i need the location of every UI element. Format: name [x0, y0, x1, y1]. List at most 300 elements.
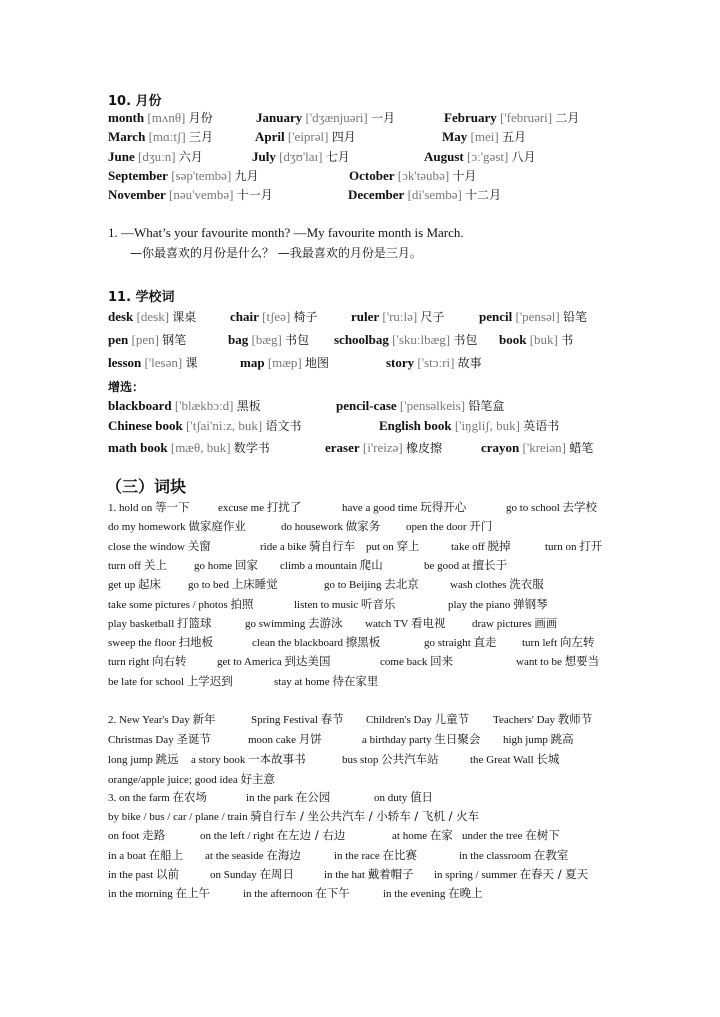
- vocab-entry: [108, 331, 186, 348]
- vocab-entry: [108, 167, 259, 184]
- phrase-en: a birthday party: [362, 734, 435, 746]
- vocab-word: April: [255, 129, 285, 144]
- phrase-zh: 上床睡觉: [231, 577, 278, 592]
- vocab-meaning: 一月: [371, 111, 396, 125]
- vocab-entry: [479, 308, 587, 325]
- phrase-chunk: [362, 730, 480, 748]
- phrase-en: the Great Wall: [470, 754, 537, 766]
- phrase-en: at home: [392, 830, 430, 843]
- vocab-meaning: 六月: [178, 150, 203, 164]
- phrase-chunk: [280, 556, 383, 574]
- phrase-chunk: [374, 788, 433, 806]
- vocab-entry: [108, 109, 213, 126]
- vocab-word: desk: [108, 309, 134, 324]
- phrase-en: turn left: [522, 637, 560, 650]
- phrase-zh: 脱掉: [487, 538, 511, 553]
- vocab-entry: [108, 354, 197, 371]
- phrase-chunk: [218, 498, 301, 516]
- phrase-en: in spring / summer: [434, 868, 520, 881]
- vocab-meaning: 钢笔: [162, 333, 187, 347]
- phrase-en: go home: [194, 559, 235, 572]
- vocab-meaning: 数学书: [233, 441, 270, 455]
- optional-label: 增选：: [108, 380, 145, 394]
- vocab-entry: [386, 354, 482, 371]
- phrase-en: take some pictures / photos: [108, 598, 231, 611]
- phrase-chunk: [108, 556, 167, 574]
- phrase-chunk: [108, 807, 479, 825]
- vocab-word: story: [386, 355, 415, 370]
- vocab-ipa: [di'sembə]: [404, 187, 466, 202]
- phrase-zh: 回来: [430, 654, 454, 669]
- vocab-meaning: 九月: [234, 169, 259, 183]
- vocab-ipa: [səp'tembə]: [167, 168, 235, 183]
- phrase-zh: 穿上: [396, 538, 420, 553]
- phrase-chunk: [516, 652, 599, 670]
- vocab-word: month: [108, 110, 145, 125]
- phrase-zh: 在农场: [172, 790, 207, 804]
- phrase-zh: 想要当: [564, 654, 600, 669]
- vocab-ipa: [mæp]: [264, 355, 306, 370]
- vocab-word: map: [240, 355, 265, 370]
- phrase-chunk: [470, 750, 559, 768]
- vocab-word: eraser: [325, 440, 360, 455]
- phrase-zh: 春节: [320, 712, 344, 726]
- phrase-chunk: [462, 826, 560, 844]
- vocab-meaning: 十一月: [236, 188, 273, 202]
- vocab-ipa: ['skuːlbæg]: [388, 332, 454, 347]
- vocab-meaning: 黑板: [236, 399, 261, 413]
- phrase-chunk: [108, 575, 161, 593]
- vocab-ipa: ['iŋgliʃ, buk]: [451, 418, 524, 433]
- months-dialog-en: 1. —What’s your favourite month? —My favourite month is March.: [108, 225, 464, 240]
- phrase-en: turn off: [108, 559, 144, 572]
- months-dialog-zh: —你最喜欢的月份是什么？ —我最喜欢的月份是三月。: [130, 246, 422, 260]
- phrase-chunk: [108, 884, 210, 902]
- vocab-ipa: [tʃeə]: [258, 309, 294, 324]
- phrase-zh: 月饼: [298, 732, 322, 746]
- phrase-en: clean the blackboard: [252, 637, 346, 650]
- vocab-word: February: [444, 110, 497, 125]
- phrase-en: turn right: [108, 656, 152, 669]
- phrase-zh: 长城: [536, 752, 560, 766]
- phrase-zh: 擦黑板: [345, 635, 381, 650]
- phrase-en: on foot: [108, 830, 143, 843]
- vocab-ipa: ['lesən]: [141, 355, 186, 370]
- phrase-en: want to be: [516, 656, 565, 669]
- vocab-word: schoolbag: [334, 332, 389, 347]
- phrase-en: go swimming: [245, 617, 308, 630]
- phrase-en: turn on: [545, 540, 580, 553]
- phrase-zh: 待在家里: [332, 673, 379, 688]
- phrase-chunk: [383, 884, 483, 902]
- phrase-chunk: [434, 865, 588, 883]
- vocab-word: June: [108, 149, 135, 164]
- vocab-ipa: [ɔk'təubə]: [394, 168, 453, 183]
- phrase-chunk: [210, 865, 294, 883]
- phrase-en: get to America: [217, 656, 285, 669]
- vocab-ipa: ['tʃai'niːz, buk]: [182, 418, 266, 433]
- phrase-zh: 一本故事书: [248, 752, 306, 766]
- phrase-zh: 等一下: [155, 500, 190, 514]
- vocab-meaning: 课桌: [172, 310, 197, 324]
- phrase-zh: 跳远: [155, 752, 179, 766]
- phrase-zh: 打扰了: [266, 500, 302, 514]
- phrase-chunk: [334, 846, 417, 864]
- phrase-zh: 洗衣服: [509, 577, 544, 592]
- months-heading: 10. 月份: [108, 94, 162, 109]
- vocab-meaning: 书包: [453, 333, 478, 347]
- phrase-chunk: [108, 846, 183, 864]
- vocab-meaning: 铅笔: [562, 310, 587, 324]
- phrase-en: on duty: [374, 792, 411, 804]
- phrase-chunk: [108, 517, 246, 535]
- phrase-en: at the seaside: [205, 849, 267, 862]
- vocab-ipa: [ɔː'gəst]: [463, 149, 512, 164]
- phrase-chunk: [108, 498, 190, 516]
- phrase-chunk: [380, 652, 453, 670]
- phrase-en: moon cake: [248, 734, 299, 746]
- phrase-en: be good at: [424, 559, 473, 572]
- vocab-ipa: [dʒʊ'laɪ]: [275, 149, 326, 164]
- phrase-zh: 关窗: [187, 538, 211, 553]
- phrase-zh: 关上: [143, 557, 167, 572]
- phrase-zh: 儿童节: [434, 712, 470, 726]
- phrase-en: under the tree: [462, 830, 526, 843]
- phrase-chunk: [108, 595, 254, 613]
- phrase-zh: 新年: [192, 712, 216, 726]
- vocab-ipa: [i'reizə]: [359, 440, 407, 455]
- vocab-word: bag: [228, 332, 249, 347]
- vocab-ipa: ['ruːlə]: [379, 309, 421, 324]
- vocab-meaning: 书包: [285, 333, 310, 347]
- phrase-zh: 到达美国: [284, 654, 331, 669]
- vocab-entry: [442, 128, 526, 145]
- vocab-word: crayon: [481, 440, 520, 455]
- phrase-chunk: [108, 652, 187, 670]
- vocab-ipa: [pen]: [128, 332, 163, 347]
- phrase-chunk: [450, 575, 544, 593]
- phrase-chunk: [506, 498, 597, 516]
- vocab-word: blackboard: [108, 398, 172, 413]
- phrase-chunk: [366, 537, 420, 555]
- vocab-entry: [348, 186, 501, 203]
- phrase-zh: 向左转: [559, 635, 595, 650]
- phrase-en: stay at home: [274, 675, 333, 688]
- phrase-en: a story book: [191, 754, 249, 766]
- phrase-en: 1. hold on: [108, 502, 156, 514]
- phrase-en: in the afternoon: [243, 888, 316, 900]
- phrase-zh: 以前: [155, 866, 179, 881]
- phrase-zh: 玩得开心: [420, 500, 467, 514]
- phrase-chunk: [260, 537, 355, 555]
- vocab-entry: [499, 331, 573, 348]
- phrase-zh: 教师节: [557, 712, 593, 726]
- vocab-word: chair: [230, 309, 259, 324]
- phrase-zh: 跳高: [550, 732, 574, 746]
- vocab-word: March: [108, 129, 146, 144]
- vocab-ipa: [dʒuːn]: [134, 149, 179, 164]
- vocab-entry: [336, 397, 504, 414]
- vocab-entry: [256, 109, 395, 126]
- phrase-chunk: [472, 614, 557, 632]
- vocab-word: January: [256, 110, 303, 125]
- vocab-word: August: [424, 149, 464, 164]
- phrase-en: ride a bike: [260, 540, 310, 553]
- phrase-en: Children's Day: [366, 714, 435, 726]
- phrase-chunk: [545, 537, 602, 555]
- phrase-en: on Sunday: [210, 868, 260, 881]
- phrase-zh: 爬山: [359, 557, 383, 572]
- phrase-chunk: [252, 633, 380, 651]
- phrase-zh: 在下午: [315, 886, 350, 900]
- phrase-chunk: [108, 770, 275, 788]
- vocab-ipa: ['eiprəl]: [284, 129, 332, 144]
- phrase-chunk: [108, 730, 211, 748]
- phrase-en: go to bed: [188, 579, 232, 592]
- vocab-ipa: [desk]: [133, 309, 173, 324]
- phrase-chunk: [366, 710, 469, 728]
- phrase-en: Christmas Day: [108, 734, 177, 746]
- vocab-word: ruler: [351, 309, 380, 324]
- phrase-en: high jump: [503, 734, 551, 746]
- phrase-en: by bike / bus / car / plane / train: [108, 811, 251, 824]
- vocab-word: December: [348, 187, 405, 202]
- phrase-zh: 弹钢琴: [513, 596, 548, 611]
- phrase-zh: 在船上: [148, 847, 184, 862]
- vocab-entry: [325, 439, 442, 456]
- phrase-chunk: [365, 614, 446, 632]
- vocab-meaning: 铅笔盒: [468, 399, 505, 413]
- phrase-en: sweep the floor: [108, 637, 179, 650]
- vocab-meaning: 五月: [501, 130, 526, 144]
- vocab-ipa: [nəu'vembə]: [165, 187, 237, 202]
- phrase-zh: 上学迟到: [186, 673, 233, 688]
- phrase-en: 2. New Year's Day: [108, 714, 193, 726]
- phrase-en: go to school: [506, 502, 563, 514]
- phrase-zh: 值日: [410, 790, 434, 804]
- phrase-en: Spring Festival: [251, 714, 321, 726]
- vocab-word: October: [349, 168, 395, 183]
- vocab-meaning: 蜡笔: [569, 441, 594, 455]
- vocab-meaning: 十月: [452, 169, 477, 183]
- phrase-en: in the morning: [108, 888, 176, 900]
- vocab-entry: [424, 148, 536, 165]
- phrase-chunk: [294, 595, 395, 613]
- phrase-chunk: [406, 517, 492, 535]
- phrase-chunk: [194, 556, 258, 574]
- phrase-en: play basketball: [108, 617, 178, 630]
- phrase-en: listen to music: [294, 598, 361, 611]
- phrase-en: in the classroom: [459, 849, 534, 862]
- phrase-en: close the window: [108, 540, 188, 553]
- phrase-chunk: [108, 710, 215, 728]
- phrase-zh: 骑自行车 / 坐公共汽车 / 小轿车 / 飞机 / 火车: [250, 809, 480, 824]
- phrase-chunk: [217, 652, 331, 670]
- phrase-chunk: [248, 730, 322, 748]
- phrase-chunk: [522, 633, 594, 651]
- phrase-en: go to Beijing: [324, 579, 385, 592]
- phrase-chunk: [493, 710, 592, 728]
- vocab-entry: [351, 308, 445, 325]
- phrase-chunk: [108, 865, 179, 883]
- phrase-chunk: [108, 614, 212, 632]
- vocab-entry: [444, 109, 579, 126]
- phrase-zh: 听音乐: [360, 596, 396, 611]
- phrase-chunk: [342, 750, 439, 768]
- phrase-en: take off: [451, 540, 488, 553]
- phrase-chunk: [188, 575, 278, 593]
- phrase-en: watch TV: [365, 617, 412, 630]
- phrase-chunk: [451, 537, 510, 555]
- phrase-chunk: [108, 788, 207, 806]
- vocab-word: July: [252, 149, 276, 164]
- phrase-zh: 生日聚会: [434, 732, 481, 746]
- vocab-meaning: 故事: [457, 356, 482, 370]
- phrase-zh: 回家: [234, 557, 258, 572]
- phrase-chunk: [424, 633, 497, 651]
- phrase-en: excuse me: [218, 502, 267, 514]
- phrase-en: in the race: [334, 849, 383, 862]
- vocab-meaning: 语文书: [265, 419, 302, 433]
- phrase-zh: 在家: [429, 828, 453, 843]
- vocab-meaning: 橡皮擦: [406, 441, 443, 455]
- school-heading: 11. 学校词: [108, 290, 175, 305]
- phrase-en: do my homework: [108, 521, 189, 534]
- phrase-zh: 开门: [469, 519, 493, 534]
- phrase-chunk: [448, 595, 548, 613]
- phrase-zh: 在上午: [175, 886, 211, 900]
- vocab-entry: [228, 331, 309, 348]
- phrase-zh: 在海边: [266, 847, 301, 862]
- vocab-ipa: [mʌnθ]: [144, 110, 189, 125]
- vocab-meaning: 尺子: [420, 310, 445, 324]
- vocab-meaning: 书: [561, 333, 574, 347]
- phrase-zh: 在教室: [533, 847, 569, 862]
- phrase-en: get up: [108, 579, 138, 592]
- vocab-ipa: [buk]: [526, 332, 562, 347]
- phrase-chunk: [424, 556, 507, 574]
- phrase-chunk: [245, 614, 342, 632]
- phrase-chunk: [324, 865, 414, 883]
- vocab-word: pencil-case: [336, 398, 397, 413]
- vocab-ipa: ['dʒænjuəri]: [302, 110, 371, 125]
- phrase-zh: 在比赛: [382, 847, 418, 862]
- phrase-zh: 打开: [579, 538, 603, 553]
- phrase-en: put on: [366, 540, 397, 553]
- phrase-chunk: [108, 672, 233, 690]
- chunks-heading: （三）词块: [106, 477, 187, 496]
- vocab-ipa: ['pensəl]: [512, 309, 563, 324]
- phrase-chunk: [108, 750, 179, 768]
- vocab-ipa: ['stɔːri]: [414, 355, 458, 370]
- vocab-word: November: [108, 187, 166, 202]
- phrase-en: play the piano: [448, 598, 514, 611]
- vocab-meaning: 课: [185, 356, 198, 370]
- phrase-chunk: [108, 826, 165, 844]
- vocab-word: lesson: [108, 355, 142, 370]
- phrase-zh: 骑自行车: [309, 538, 356, 553]
- phrase-chunk: [324, 575, 419, 593]
- phrase-en: climb a mountain: [280, 559, 360, 572]
- phrase-zh: 在春天 / 夏天: [519, 866, 589, 881]
- vocab-ipa: ['pensəlkeis]: [396, 398, 469, 413]
- phrase-chunk: [200, 826, 345, 844]
- vocab-meaning: 四月: [331, 130, 356, 144]
- vocab-ipa: [mɑːtʃ]: [145, 129, 189, 144]
- phrase-chunk: [205, 846, 301, 864]
- vocab-meaning: 椅子: [293, 310, 318, 324]
- vocab-entry: [255, 128, 356, 145]
- phrase-en: come back: [380, 656, 431, 669]
- vocab-entry: [108, 397, 261, 414]
- phrase-en: long jump: [108, 754, 156, 766]
- vocab-entry: [108, 417, 301, 434]
- vocab-entry: [252, 148, 350, 165]
- phrase-zh: 起床: [137, 577, 161, 592]
- phrase-zh: 在左边 / 右边: [276, 828, 346, 843]
- vocab-entry: [230, 308, 318, 325]
- phrase-en: in the past: [108, 868, 156, 881]
- vocab-word: September: [108, 168, 168, 183]
- phrase-en: go straight: [424, 637, 474, 650]
- vocab-ipa: ['februəri]: [496, 110, 556, 125]
- phrase-chunk: [108, 633, 213, 651]
- vocab-word: pencil: [479, 309, 513, 324]
- phrase-chunk: [251, 710, 344, 728]
- phrase-zh: 去北京: [384, 577, 419, 592]
- vocab-ipa: ['kreiən]: [519, 440, 570, 455]
- vocab-meaning: 二月: [555, 111, 580, 125]
- phrase-chunk: [342, 498, 466, 516]
- phrase-chunk: [246, 788, 330, 806]
- phrase-en: in the hat: [324, 868, 368, 881]
- vocab-word: May: [442, 129, 468, 144]
- phrase-zh: 圣诞节: [176, 732, 211, 746]
- phrase-en: orange/apple juice; good idea: [108, 774, 241, 786]
- vocab-entry: [240, 354, 329, 371]
- phrase-en: in the park: [246, 792, 296, 804]
- phrase-en: have a good time: [342, 502, 421, 514]
- vocab-meaning: 三月: [188, 130, 213, 144]
- phrase-zh: 看电视: [411, 615, 446, 630]
- phrase-zh: 打篮球: [177, 615, 212, 630]
- phrase-en: do housework: [281, 521, 346, 534]
- phrase-en: bus stop: [342, 754, 382, 766]
- phrase-chunk: [503, 730, 574, 748]
- vocab-word: book: [499, 332, 527, 347]
- vocab-meaning: 英语书: [523, 419, 560, 433]
- phrase-zh: 去学校: [562, 500, 598, 514]
- phrase-zh: 在树下: [525, 828, 560, 843]
- phrase-chunk: [459, 846, 568, 864]
- vocab-word: math book: [108, 440, 168, 455]
- vocab-meaning: 七月: [325, 150, 350, 164]
- vocab-word: English book: [379, 418, 452, 433]
- phrase-zh: 擅长于: [472, 557, 508, 572]
- vocab-word: Chinese book: [108, 418, 183, 433]
- vocab-ipa: [mei]: [467, 129, 502, 144]
- phrase-zh: 做家务: [345, 519, 381, 534]
- phrase-chunk: [281, 517, 380, 535]
- phrase-zh: 拍照: [230, 596, 254, 611]
- phrase-zh: 去游泳: [307, 615, 343, 630]
- phrase-zh: 向右转: [152, 654, 187, 669]
- vocab-entry: [379, 417, 559, 434]
- vocab-word: pen: [108, 332, 129, 347]
- vocab-entry: [108, 439, 270, 456]
- phrase-zh: 直走: [473, 635, 497, 650]
- vocab-entry: [108, 128, 213, 145]
